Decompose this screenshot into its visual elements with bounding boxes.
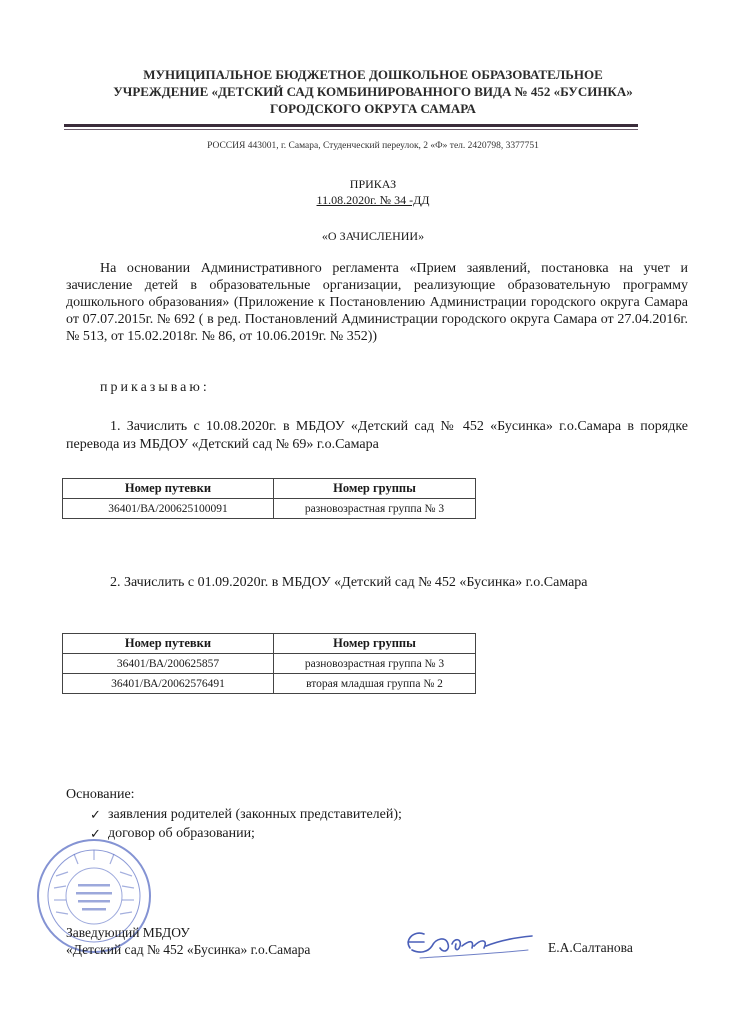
header-rule-thick: [64, 124, 638, 127]
table-row: [63, 654, 476, 674]
enrollment-table-2: [62, 633, 476, 694]
signer-name: Е.А.Салтанова: [548, 940, 633, 955]
voucher-number: 36401/ВА/20062576491: [63, 674, 274, 694]
decree-word: приказываю:: [100, 380, 210, 395]
signer-position-line-2: «Детский сад № 452 «Бусинка» г.о.Самара: [66, 942, 311, 957]
column-header-group: Номер группы: [274, 479, 476, 499]
checkmark-icon: ✓: [90, 807, 101, 822]
signer-position: [66, 924, 310, 958]
column-header-voucher: Номер путевки: [63, 479, 274, 499]
enrollment-table-1: [62, 478, 476, 519]
header-line-2: УЧРЕЖДЕНИЕ «ДЕТСКИЙ САД КОМБИНИРОВАННОГО ВИДА № 452 «БУСИНКА»: [113, 84, 633, 99]
order-subject: «О ЗАЧИСЛЕНИИ»: [321, 229, 425, 243]
signer-position-line-1: Заведующий МБДОУ: [66, 925, 190, 940]
institution-address: РОССИЯ 443001, г. Самара, Студенческий переулок, 2 «Ф» тел. 2420798, 3377751: [207, 141, 539, 151]
voucher-number: 36401/ВА/200625857: [63, 654, 274, 674]
order-basis-paragraph: На основании Административного регламента «Прием заявлений, постановка на учет и зачисление детей в образовательные организации, реализующие образовательную программу дошкольного образования» (Приложение к Постановлению Администрации городского округа Самара от 07.07.2015г. № 692 ( в ред. Постановлений Администрации городского округа Самара от 27.04.2016г. № 513, от 15.02.2018г. № 86, от 10.06.2019г. № 352)): [66, 261, 688, 344]
group-number: вторая младшая группа № 2: [274, 674, 476, 694]
group-number: разновозрастная группа № 3: [274, 654, 476, 674]
basis-item-text: договор об образовании;: [108, 826, 255, 841]
order-title: ПРИКАЗ: [349, 177, 397, 191]
order-date-number: 11.08.2020г. № 34 -ДД: [316, 193, 430, 207]
table-header-row: [63, 634, 476, 654]
handwritten-signature-icon: [400, 918, 540, 964]
order-heading: [60, 176, 686, 208]
header-rule-thin: [64, 129, 638, 130]
header-line-3: ГОРОДСКОГО ОКРУГА САМАРА: [270, 101, 476, 116]
table-row: [63, 499, 476, 519]
order-item-1: 1. Зачислить с 10.08.2020г. в МБДОУ «Детский сад № 452 «Бусинка» г.о.Самара в порядке перевода из МБДОУ «Детский сад № 69» г.о.Самара: [66, 419, 688, 452]
basis-title: Основание:: [66, 787, 135, 802]
basis-item-text: заявления родителей (законных представителей);: [108, 807, 402, 822]
table-header-row: [63, 479, 476, 499]
institution-header: [60, 66, 686, 117]
column-header-voucher: Номер путевки: [63, 634, 274, 654]
order-item-2: 2. Зачислить с 01.09.2020г. в МБДОУ «Детский сад № 452 «Бусинка» г.о.Самара: [110, 575, 588, 590]
group-number: разновозрастная группа № 3: [274, 499, 476, 519]
column-header-group: Номер группы: [274, 634, 476, 654]
voucher-number: 36401/ВА/200625100091: [63, 499, 274, 519]
header-line-1: МУНИЦИПАЛЬНОЕ БЮДЖЕТНОЕ ДОШКОЛЬНОЕ ОБРАЗОВАТЕЛЬНОЕ: [143, 67, 603, 82]
list-item: [90, 805, 402, 824]
table-row: [63, 674, 476, 694]
checkmark-icon: ✓: [90, 826, 101, 841]
